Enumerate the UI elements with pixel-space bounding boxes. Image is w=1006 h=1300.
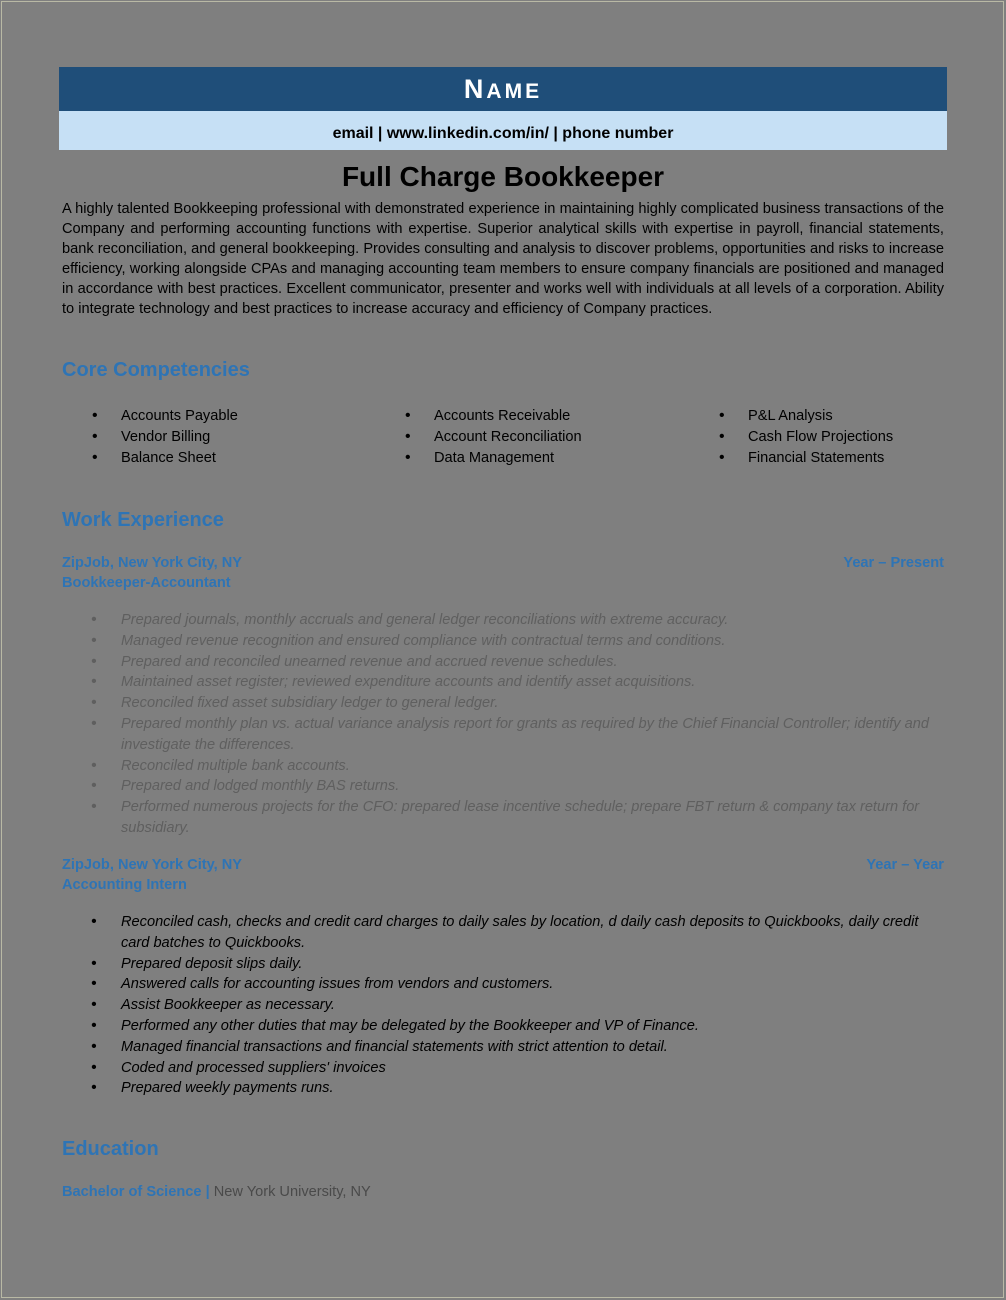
competency-item: • Account Reconciliation [405, 427, 582, 448]
list-item: • Reconciled fixed asset subsidiary ledger to general ledger. [91, 693, 931, 714]
resume-title: Full Charge Bookkeeper [341, 161, 665, 192]
competencies-heading: Core Competencies [62, 359, 250, 381]
name-banner [59, 67, 947, 111]
competency-column-3 [719, 406, 893, 468]
list-item: • Performed any other duties that may be delegated by the Bookkeeper and VP of Finance. [91, 1016, 931, 1037]
list-item: • Coded and processed suppliers' invoices [91, 1058, 931, 1079]
job-2-dates: Year – Year [866, 857, 944, 873]
job-2-company: ZipJob, New York City, NY [62, 857, 243, 873]
education-heading: Education [62, 1138, 159, 1160]
education-degree: Bachelor of Science [62, 1184, 202, 1200]
list-item: • Prepared journals, monthly accruals and general ledger reconciliations with extreme accuracy. [91, 610, 931, 631]
education-school: New York University, NY [213, 1184, 371, 1200]
name-initial: N [463, 74, 487, 104]
list-item: • Managed financial transactions and financial statements with strict attention to detail. [91, 1037, 931, 1058]
competency-item: • P&L Analysis [719, 406, 893, 427]
name-rest: AME [486, 80, 543, 103]
list-item: • Reconciled multiple bank accounts. [91, 756, 931, 777]
list-item: • Maintained asset register; reviewed expenditure accounts and identify asset acquisitions. [91, 672, 931, 693]
competency-item: • Data Management [405, 448, 582, 469]
contact-line: email | www.linkedin.com/in/ | phone number [59, 111, 947, 150]
job-1-bullets [91, 610, 931, 839]
list-item: • Prepared and lodged monthly BAS returns. [91, 776, 931, 797]
competency-item: • Accounts Receivable [405, 406, 582, 427]
education-entry [62, 1184, 371, 1200]
education-separator: | [201, 1184, 214, 1200]
list-item: • Managed revenue recognition and ensured compliance with contractual terms and conditions. [91, 631, 931, 652]
list-item: • Prepared weekly payments runs. [91, 1078, 931, 1099]
competency-column-1 [92, 406, 238, 468]
competency-column-2 [405, 406, 582, 468]
list-item: • Prepared monthly plan vs. actual variance analysis report for grants as required by the Chief Financial Controller; identify and investigate the differences. [91, 714, 931, 756]
competency-item: • Accounts Payable [92, 406, 238, 427]
list-item: • Prepared and reconciled unearned revenue and accrued revenue schedules. [91, 652, 931, 673]
list-item: • Answered calls for accounting issues from vendors and customers. [91, 974, 931, 995]
job-1-dates: Year – Present [843, 555, 944, 571]
competency-item: • Financial Statements [719, 448, 893, 469]
job-1-role: Bookkeeper-Accountant [62, 575, 231, 591]
professional-summary: A highly talented Bookkeeping professional with demonstrated experience in maintaining highly complicated business transactions of the Company and performing accounting functions with expertise. Superior analytical skills with expertise in payroll, financial statements, bank reconciliation, and general bookkeeping. Provides consulting and analysis to discover problems, opportunities and risks to increase efficiency, working alongside CPAs and managing accounting team members to ensure company financials are positioned and managed in accordance with best practices. Excellent communicator, presenter and works well with individuals at all levels of a corporation. Ability to integrate technology and best practices to increase accuracy and efficiency of Company practices. [62, 201, 944, 317]
job-2-role: Accounting Intern [62, 877, 187, 893]
job-2-bullets [91, 912, 931, 1099]
list-item: • Assist Bookkeeper as necessary. [91, 995, 931, 1016]
job-1-company: ZipJob, New York City, NY [62, 555, 243, 571]
competency-item: • Cash Flow Projections [719, 427, 893, 448]
list-item: • Reconciled cash, checks and credit card charges to daily sales by location, d daily cash deposits to Quickbooks, daily credit card batches to Quickbooks. [91, 912, 931, 954]
competency-item: • Vendor Billing [92, 427, 238, 448]
list-item: • Prepared deposit slips daily. [91, 954, 931, 975]
competency-item: • Balance Sheet [92, 448, 238, 469]
experience-heading: Work Experience [62, 509, 224, 531]
list-item: • Performed numerous projects for the CFO: prepared lease incentive schedule; prepare FBT return & company tax return for subsidiary. [91, 797, 931, 839]
